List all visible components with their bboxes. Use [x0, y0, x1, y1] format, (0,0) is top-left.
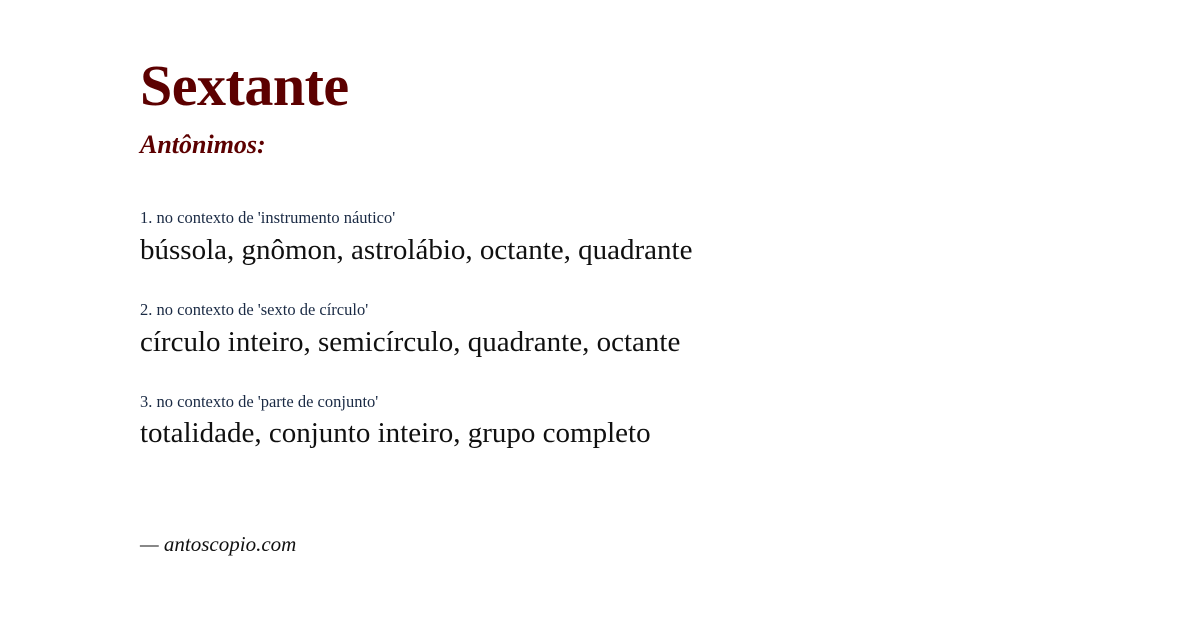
list-item [140, 207, 1060, 269]
list-item [140, 391, 1060, 453]
sense-context: 1. no contexto de 'instrumento náutico' [140, 208, 396, 228]
sense-context: 3. no contexto de 'parte de conjunto' [140, 391, 379, 411]
sense-context: 2. no contexto de 'sexto de círculo' [140, 300, 369, 320]
sense-words: círculo inteiro, semicírculo, quadrante, octante [140, 325, 681, 358]
page-title: Sextante [140, 53, 349, 118]
sense-words: totalidade, conjunto inteiro, grupo completo [140, 417, 651, 450]
sense-list [140, 207, 1060, 452]
sense-words: bússola, gnômon, astrolábio, octante, quadrante [140, 233, 693, 266]
section-label: Antônimos: [140, 129, 266, 159]
list-item [140, 299, 1060, 361]
source-attribution: — antoscopio.com [140, 532, 297, 556]
